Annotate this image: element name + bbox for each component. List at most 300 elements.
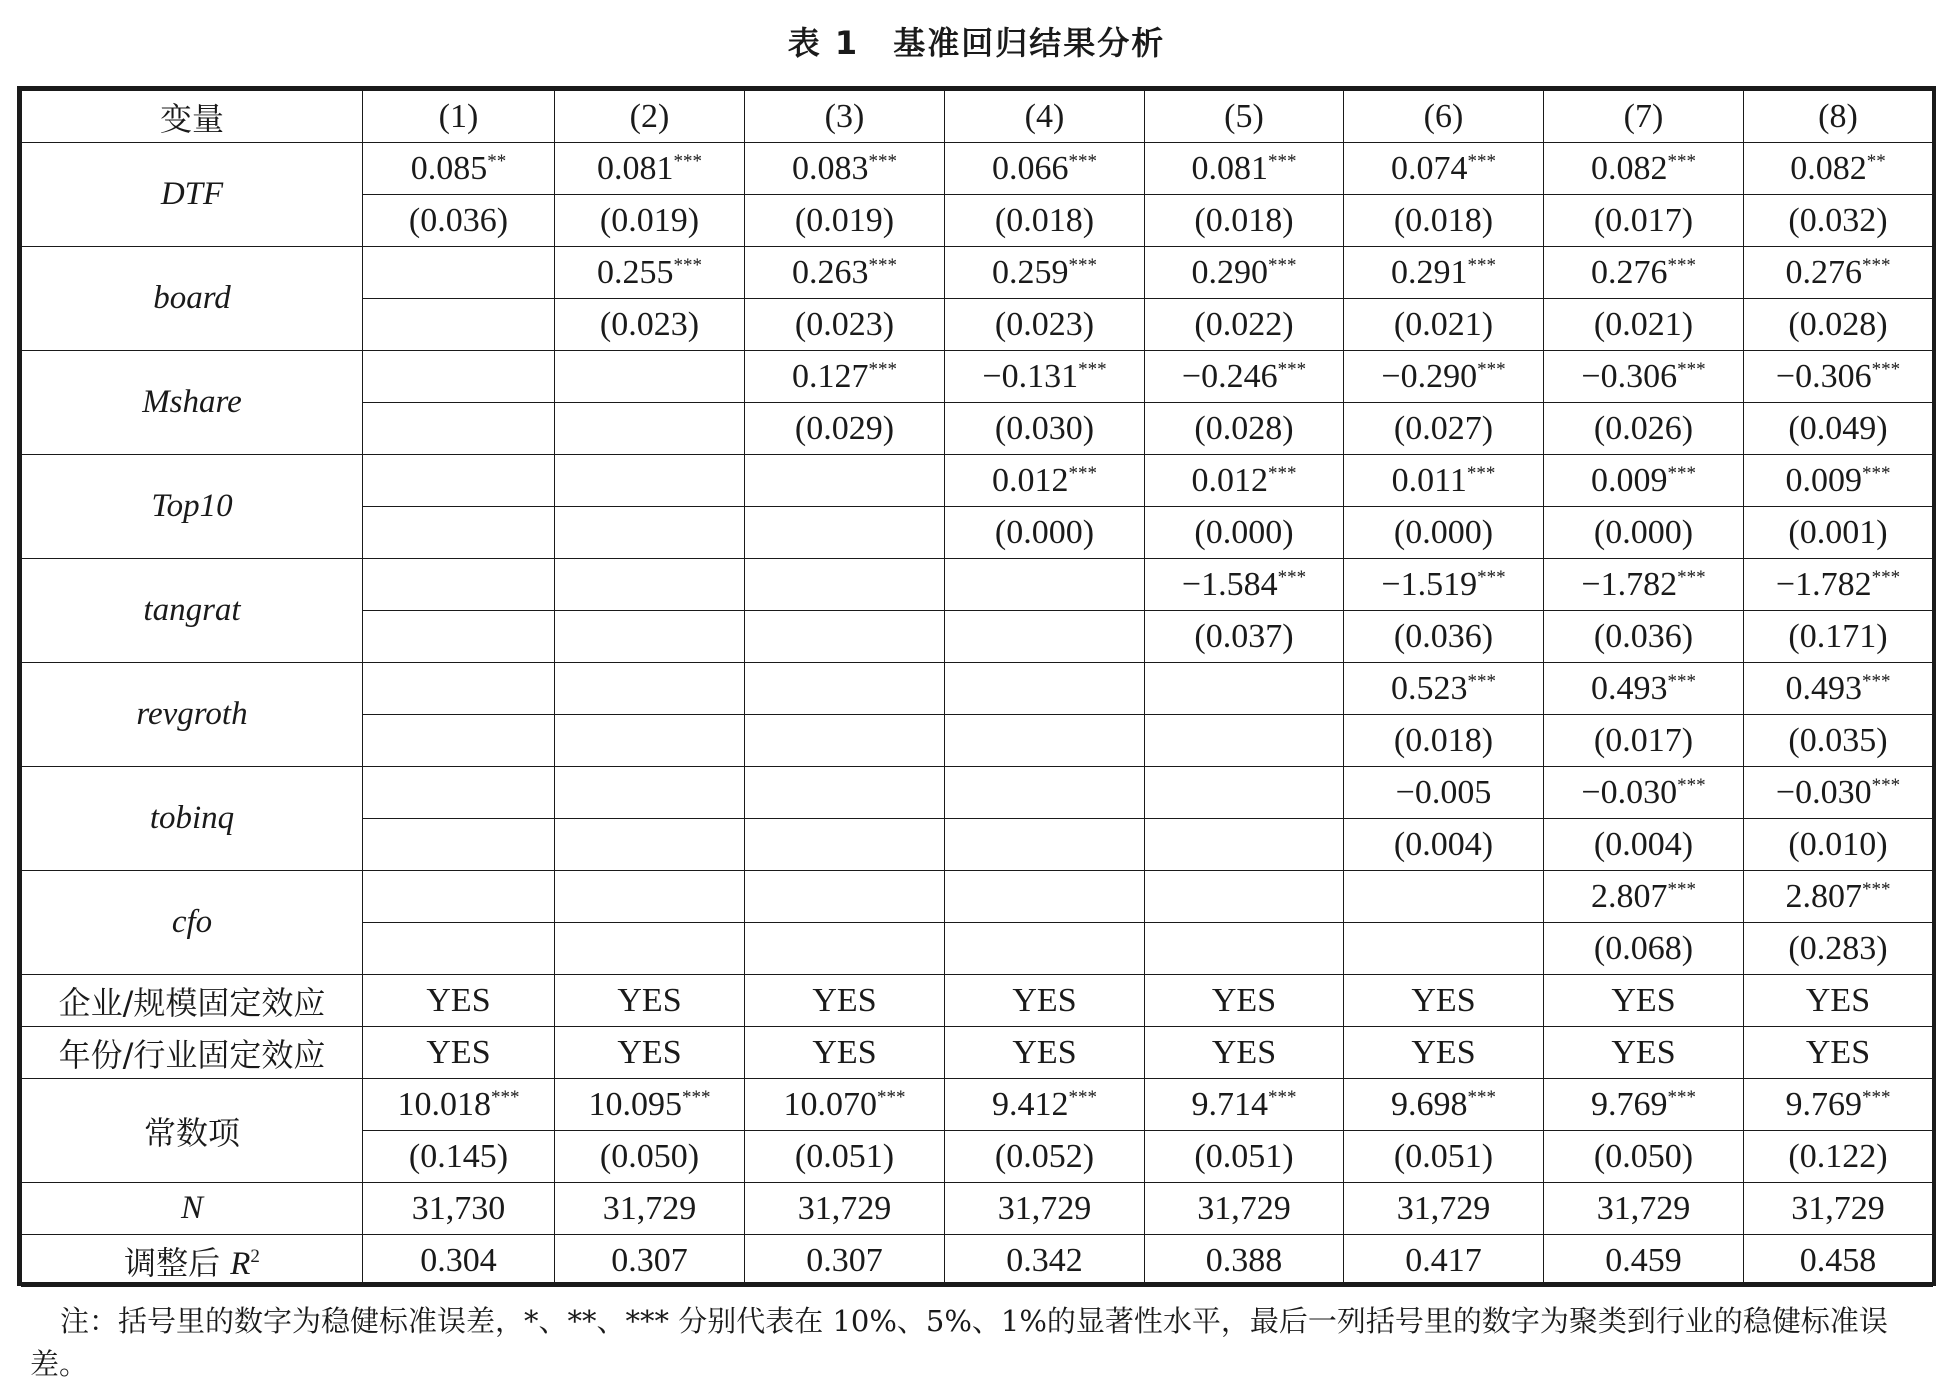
std-error-cell: (0.037) — [1145, 611, 1344, 663]
std-error-cell: (0.036) — [1344, 611, 1544, 663]
significance-stars: *** — [1277, 566, 1307, 588]
coefficient-cell — [1744, 455, 1933, 507]
fixed-effect-value: YES — [1145, 975, 1344, 1027]
constant-row — [22, 1079, 1933, 1131]
std-error-cell: (0.026) — [1544, 403, 1744, 455]
fixed-effect-value: YES — [1344, 975, 1544, 1027]
std-error-cell — [363, 299, 555, 351]
fixed-effect-value: YES — [745, 975, 945, 1027]
significance-stars: *** — [1677, 774, 1706, 796]
coefficient-value: 10.095 — [588, 1085, 682, 1123]
coefficient-value: 0.012 — [992, 461, 1069, 499]
std-error-cell — [745, 923, 945, 975]
coefficient-cell — [363, 767, 555, 819]
variable-label: Mshare — [22, 351, 363, 455]
coefficient-value: 0.074 — [1391, 149, 1468, 187]
r-squared-label-sup: 2 — [250, 1245, 260, 1267]
significance-stars: *** — [1078, 358, 1107, 380]
significance-stars: *** — [1477, 566, 1506, 588]
std-error-cell — [1145, 819, 1344, 871]
std-error-cell: (0.171) — [1744, 611, 1933, 663]
significance-stars: *** — [673, 150, 702, 172]
std-error-cell — [1344, 923, 1544, 975]
coefficient-value: 9.769 — [1785, 1085, 1862, 1123]
coefficient-value: 0.523 — [1391, 669, 1468, 707]
coefficient-value: 10.018 — [397, 1085, 491, 1123]
fixed-effect-value: YES — [1544, 1027, 1744, 1079]
coefficient-value: 0.009 — [1591, 461, 1668, 499]
coefficient-cell — [555, 871, 745, 923]
std-error-cell: (0.029) — [745, 403, 945, 455]
fixed-effect-value: YES — [945, 1027, 1145, 1079]
coefficient-cell — [1344, 1079, 1544, 1131]
coefficient-cell — [1744, 351, 1933, 403]
coefficient-cell — [1145, 143, 1344, 195]
significance-stars: *** — [868, 150, 897, 172]
std-error-cell: (0.000) — [1344, 507, 1544, 559]
coefficient-value: 0.493 — [1785, 669, 1862, 707]
variable-label: DTF — [22, 143, 363, 247]
significance-stars: *** — [1068, 1086, 1097, 1108]
std-error-cell — [745, 715, 945, 767]
coefficient-value: 0.009 — [1785, 461, 1862, 499]
std-error-cell: (0.023) — [945, 299, 1145, 351]
r-squared-value: 0.417 — [1344, 1235, 1544, 1287]
column-header: (7) — [1544, 91, 1744, 143]
coefficient-value: 0.011 — [1391, 461, 1467, 499]
std-error-cell: (0.036) — [363, 195, 555, 247]
variable-label: cfo — [22, 871, 363, 975]
std-error-cell: (0.000) — [945, 507, 1145, 559]
coefficient-cell — [745, 767, 945, 819]
coefficient-cell — [745, 1079, 945, 1131]
std-error-cell — [745, 507, 945, 559]
r-squared-value: 0.388 — [1145, 1235, 1344, 1287]
coefficient-cell — [1544, 663, 1744, 715]
observations-value: 31,729 — [1344, 1183, 1544, 1235]
r-squared-row — [22, 1235, 1933, 1287]
coefficient-cell — [945, 559, 1145, 611]
std-error-cell: (0.051) — [1344, 1131, 1544, 1183]
coefficient-cell — [1544, 351, 1744, 403]
coefficient-cell — [945, 247, 1145, 299]
std-error-cell — [363, 611, 555, 663]
significance-stars: *** — [1467, 254, 1496, 276]
significance-stars: *** — [1667, 462, 1696, 484]
std-error-cell: (0.049) — [1744, 403, 1933, 455]
coefficient-cell — [1344, 871, 1544, 923]
std-error-cell — [555, 923, 745, 975]
significance-stars: ** — [1866, 150, 1886, 172]
column-header: (1) — [363, 91, 555, 143]
coefficient-value: −1.782 — [1581, 565, 1678, 603]
std-error-cell — [945, 611, 1145, 663]
column-header: (3) — [745, 91, 945, 143]
std-error-cell: (0.004) — [1344, 819, 1544, 871]
std-error-cell: (0.145) — [363, 1131, 555, 1183]
significance-stars: *** — [1677, 358, 1706, 380]
coefficient-cell — [363, 143, 555, 195]
variable-header: 变量 — [22, 91, 363, 143]
coefficient-value: −0.131 — [982, 357, 1079, 395]
fixed-effect-row — [22, 975, 1933, 1027]
column-header: (4) — [945, 91, 1145, 143]
fixed-effect-label: 年份/行业固定效应 — [22, 1027, 363, 1079]
std-error-cell: (0.283) — [1744, 923, 1933, 975]
header-row — [22, 91, 1933, 143]
coefficient-row — [22, 663, 1933, 715]
fixed-effect-value: YES — [745, 1027, 945, 1079]
fixed-effect-value: YES — [945, 975, 1145, 1027]
std-error-cell — [555, 403, 745, 455]
coefficient-value: 9.698 — [1391, 1085, 1468, 1123]
significance-stars: *** — [1467, 1086, 1496, 1108]
std-error-cell: (0.028) — [1145, 403, 1344, 455]
coefficient-value: −0.306 — [1775, 357, 1872, 395]
coefficient-value: 0.290 — [1191, 253, 1268, 291]
std-error-cell: (0.004) — [1544, 819, 1744, 871]
coefficient-cell — [555, 1079, 745, 1131]
coefficient-cell — [555, 767, 745, 819]
coefficient-cell — [945, 767, 1145, 819]
significance-stars: *** — [1862, 462, 1891, 484]
coefficient-cell — [363, 455, 555, 507]
regression-table-container — [17, 86, 1936, 1286]
coefficient-value: 9.769 — [1591, 1085, 1668, 1123]
column-header: (2) — [555, 91, 745, 143]
std-error-cell: (0.035) — [1744, 715, 1933, 767]
significance-stars: *** — [1467, 150, 1496, 172]
std-error-cell — [363, 403, 555, 455]
significance-stars: *** — [1477, 358, 1506, 380]
std-error-cell — [555, 715, 745, 767]
fixed-effect-value: YES — [363, 975, 555, 1027]
significance-stars: *** — [1862, 1086, 1891, 1108]
significance-stars: *** — [1068, 150, 1097, 172]
significance-stars: *** — [673, 254, 702, 276]
std-error-cell — [945, 923, 1145, 975]
table-body — [22, 91, 1933, 1287]
significance-stars: *** — [1871, 774, 1901, 796]
significance-stars: *** — [1862, 878, 1891, 900]
std-error-cell: (0.021) — [1344, 299, 1544, 351]
coefficient-cell — [555, 351, 745, 403]
variable-label: Top10 — [22, 455, 363, 559]
coefficient-row — [22, 455, 1933, 507]
significance-stars: *** — [1677, 566, 1706, 588]
coefficient-cell — [745, 455, 945, 507]
coefficient-cell — [555, 143, 745, 195]
significance-stars: *** — [1862, 670, 1891, 692]
coefficient-value: 0.085 — [410, 149, 488, 187]
fixed-effect-value: YES — [1544, 975, 1744, 1027]
std-error-cell: (0.019) — [745, 195, 945, 247]
coefficient-cell — [1544, 455, 1744, 507]
coefficient-value: −1.584 — [1181, 565, 1278, 603]
coefficient-cell — [1145, 351, 1344, 403]
std-error-cell — [555, 819, 745, 871]
significance-stars: *** — [1667, 670, 1696, 692]
coefficient-cell — [555, 247, 745, 299]
coefficient-cell — [745, 351, 945, 403]
std-error-cell: (0.068) — [1544, 923, 1744, 975]
coefficient-cell — [1145, 455, 1344, 507]
std-error-cell: (0.000) — [1145, 507, 1344, 559]
r-squared-value: 0.459 — [1544, 1235, 1744, 1287]
observations-value: 31,729 — [1145, 1183, 1344, 1235]
significance-stars: *** — [1667, 254, 1696, 276]
coefficient-cell — [1544, 143, 1744, 195]
variable-label: revgroth — [22, 663, 363, 767]
table-title: 表 1 基准回归结果分析 — [787, 24, 1166, 62]
std-error-cell — [363, 819, 555, 871]
coefficient-value: 0.263 — [792, 253, 869, 291]
coefficient-cell — [1744, 247, 1933, 299]
variable-label: board — [22, 247, 363, 351]
coefficient-value: −0.306 — [1581, 357, 1678, 395]
regression-table — [21, 90, 1933, 1287]
coefficient-cell — [745, 663, 945, 715]
variable-label: tobinq — [22, 767, 363, 871]
observations-value: 31,730 — [363, 1183, 555, 1235]
std-error-cell — [363, 507, 555, 559]
std-error-cell — [745, 819, 945, 871]
significance-stars: *** — [1068, 254, 1097, 276]
coefficient-value: 0.276 — [1591, 253, 1668, 291]
std-error-cell: (0.036) — [1544, 611, 1744, 663]
coefficient-cell — [363, 663, 555, 715]
coefficient-cell — [363, 871, 555, 923]
fixed-effect-value: YES — [363, 1027, 555, 1079]
column-header: (8) — [1744, 91, 1933, 143]
std-error-cell: (0.027) — [1344, 403, 1544, 455]
coefficient-value: 0.081 — [597, 149, 674, 187]
significance-stars: *** — [1667, 878, 1696, 900]
coefficient-cell — [363, 351, 555, 403]
significance-stars: *** — [1871, 566, 1901, 588]
coefficient-cell — [945, 351, 1145, 403]
coefficient-value: 2.807 — [1785, 877, 1862, 915]
coefficient-cell — [555, 559, 745, 611]
fixed-effect-value: YES — [1344, 1027, 1544, 1079]
significance-stars: *** — [682, 1086, 711, 1108]
column-header: (6) — [1344, 91, 1544, 143]
std-error-cell — [363, 923, 555, 975]
coefficient-value: 0.083 — [792, 149, 869, 187]
std-error-cell: (0.000) — [1544, 507, 1744, 559]
coefficient-cell — [1145, 767, 1344, 819]
std-error-cell: (0.122) — [1744, 1131, 1933, 1183]
observations-value: 31,729 — [1744, 1183, 1933, 1235]
std-error-cell: (0.022) — [1145, 299, 1344, 351]
coefficient-value: 10.070 — [783, 1085, 877, 1123]
coefficient-row — [22, 351, 1933, 403]
coefficient-value: 0.082 — [1790, 149, 1867, 187]
coefficient-cell — [1544, 767, 1744, 819]
coefficient-cell — [945, 143, 1145, 195]
coefficient-value: 9.714 — [1191, 1085, 1268, 1123]
coefficient-cell — [1744, 871, 1933, 923]
coefficient-cell — [1145, 663, 1344, 715]
coefficient-row — [22, 143, 1933, 195]
r-squared-label-prefix: 调整后 — [124, 1243, 231, 1282]
std-error-cell: (0.030) — [945, 403, 1145, 455]
r-squared-label-var: R — [230, 1245, 251, 1282]
coefficient-value: 0.081 — [1191, 149, 1268, 187]
coefficient-cell — [1744, 1079, 1933, 1131]
significance-stars: ** — [487, 150, 507, 172]
fixed-effect-label: 企业/规模固定效应 — [22, 975, 363, 1027]
std-error-cell: (0.021) — [1544, 299, 1744, 351]
coefficient-cell — [1344, 247, 1544, 299]
coefficient-row — [22, 871, 1933, 923]
r-squared-value: 0.304 — [363, 1235, 555, 1287]
std-error-cell — [945, 819, 1145, 871]
significance-stars: *** — [1871, 358, 1901, 380]
coefficient-cell — [1344, 767, 1544, 819]
coefficient-cell — [745, 559, 945, 611]
coefficient-cell — [1145, 247, 1344, 299]
significance-stars: *** — [1862, 254, 1891, 276]
fixed-effect-value: YES — [1744, 1027, 1933, 1079]
coefficient-cell — [945, 455, 1145, 507]
std-error-cell — [945, 715, 1145, 767]
coefficient-cell — [945, 1079, 1145, 1131]
coefficient-value: 0.493 — [1591, 669, 1668, 707]
coefficient-row — [22, 247, 1933, 299]
std-error-cell: (0.018) — [1344, 195, 1544, 247]
coefficient-cell — [555, 663, 745, 715]
variable-label: tangrat — [22, 559, 363, 663]
std-error-cell: (0.023) — [745, 299, 945, 351]
coefficient-cell — [363, 1079, 555, 1131]
coefficient-cell — [363, 247, 555, 299]
significance-stars: *** — [868, 254, 897, 276]
coefficient-cell — [745, 143, 945, 195]
coefficient-cell — [1744, 559, 1933, 611]
std-error-cell — [1145, 923, 1344, 975]
std-error-cell — [1145, 715, 1344, 767]
observations-label: N — [22, 1183, 363, 1235]
std-error-cell: (0.018) — [1344, 715, 1544, 767]
std-error-cell: (0.050) — [555, 1131, 745, 1183]
coefficient-value: 0.082 — [1591, 149, 1668, 187]
coefficient-value: −0.290 — [1381, 357, 1478, 395]
significance-stars: *** — [868, 358, 897, 380]
significance-stars: *** — [1068, 462, 1097, 484]
observations-value: 31,729 — [745, 1183, 945, 1235]
fixed-effect-value: YES — [1145, 1027, 1344, 1079]
coefficient-cell — [1544, 1079, 1744, 1131]
std-error-cell — [555, 611, 745, 663]
coefficient-cell — [1344, 351, 1544, 403]
r-squared-value: 0.458 — [1744, 1235, 1933, 1287]
table-note: 注：括号里的数字为稳健标准误差，*、**、*** 分别代表在 10%、5%、1%的显著性水平，最后一列括号里的数字为聚类到行业的稳健标准误差。 — [30, 1304, 1888, 1381]
significance-stars: *** — [1268, 462, 1297, 484]
coefficient-cell — [1544, 247, 1744, 299]
significance-stars: *** — [1268, 1086, 1297, 1108]
std-error-cell: (0.028) — [1744, 299, 1933, 351]
std-error-cell: (0.051) — [745, 1131, 945, 1183]
coefficient-value: 0.291 — [1391, 253, 1468, 291]
std-error-cell: (0.018) — [1145, 195, 1344, 247]
coefficient-cell — [1744, 143, 1933, 195]
observations-row — [22, 1183, 1933, 1235]
coefficient-cell — [555, 455, 745, 507]
coefficient-value: 0.255 — [597, 253, 674, 291]
significance-stars: *** — [1667, 150, 1696, 172]
coefficient-value: 0.066 — [992, 149, 1069, 187]
std-error-cell: (0.017) — [1544, 195, 1744, 247]
std-error-cell: (0.017) — [1544, 715, 1744, 767]
coefficient-cell — [1344, 143, 1544, 195]
coefficient-cell — [1344, 559, 1544, 611]
fixed-effect-value: YES — [1744, 975, 1933, 1027]
significance-stars: *** — [1466, 462, 1496, 484]
significance-stars: *** — [1277, 358, 1307, 380]
significance-stars: *** — [1268, 254, 1297, 276]
coefficient-cell — [945, 663, 1145, 715]
std-error-cell — [363, 715, 555, 767]
coefficient-cell — [1744, 767, 1933, 819]
std-error-cell: (0.019) — [555, 195, 745, 247]
std-error-cell: (0.001) — [1744, 507, 1933, 559]
fixed-effect-value: YES — [555, 975, 745, 1027]
significance-stars: *** — [1268, 150, 1297, 172]
observations-value: 31,729 — [1544, 1183, 1744, 1235]
coefficient-value: −0.030 — [1775, 773, 1872, 811]
column-header: (5) — [1145, 91, 1344, 143]
coefficient-cell — [745, 871, 945, 923]
std-error-cell — [555, 507, 745, 559]
coefficient-cell — [1544, 559, 1744, 611]
coefficient-value: 0.012 — [1191, 461, 1268, 499]
coefficient-cell — [1544, 871, 1744, 923]
std-error-cell: (0.050) — [1544, 1131, 1744, 1183]
coefficient-cell — [1744, 663, 1933, 715]
coefficient-row — [22, 767, 1933, 819]
coefficient-cell — [1145, 559, 1344, 611]
observations-value: 31,729 — [945, 1183, 1145, 1235]
coefficient-row — [22, 559, 1933, 611]
coefficient-value: −0.030 — [1581, 773, 1678, 811]
std-error-cell: (0.010) — [1744, 819, 1933, 871]
coefficient-value: 0.127 — [792, 357, 869, 395]
std-error-cell: (0.032) — [1744, 195, 1933, 247]
r-squared-value: 0.342 — [945, 1235, 1145, 1287]
coefficient-cell — [1344, 455, 1544, 507]
observations-value: 31,729 — [555, 1183, 745, 1235]
significance-stars: *** — [1467, 670, 1496, 692]
r-squared-value: 0.307 — [745, 1235, 945, 1287]
coefficient-cell — [945, 871, 1145, 923]
fixed-effect-value: YES — [555, 1027, 745, 1079]
std-error-cell: (0.018) — [945, 195, 1145, 247]
fixed-effect-row — [22, 1027, 1933, 1079]
coefficient-cell — [745, 247, 945, 299]
coefficient-cell — [1145, 871, 1344, 923]
coefficient-value: 9.412 — [992, 1085, 1069, 1123]
std-error-cell: (0.051) — [1145, 1131, 1344, 1183]
r-squared-label — [22, 1235, 363, 1287]
significance-stars: *** — [491, 1086, 520, 1108]
coefficient-cell — [363, 559, 555, 611]
coefficient-cell — [1344, 663, 1544, 715]
r-squared-value: 0.307 — [555, 1235, 745, 1287]
coefficient-value: −0.246 — [1181, 357, 1278, 395]
coefficient-value: 0.276 — [1785, 253, 1862, 291]
std-error-cell: (0.023) — [555, 299, 745, 351]
